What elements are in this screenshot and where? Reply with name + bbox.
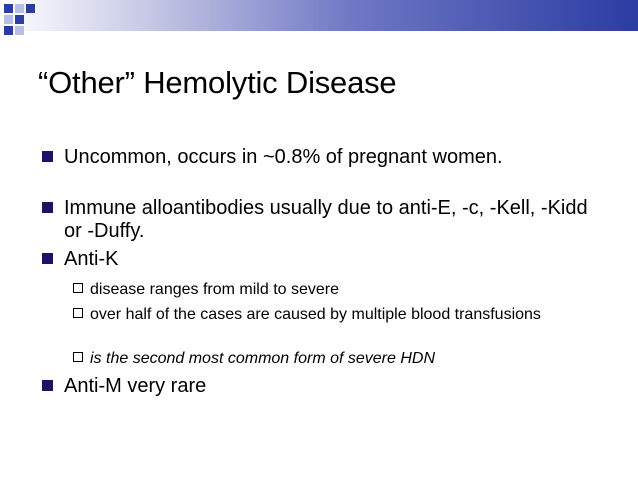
- square-bullet-icon: [42, 253, 53, 264]
- hollow-square-bullet-icon: [73, 352, 83, 362]
- bullet-text: Uncommon, occurs in ~0.8% of pregnant women.: [64, 146, 503, 168]
- bullet-text: Anti-K: [64, 248, 119, 270]
- slide-title: “Other” Hemolytic Disease: [38, 65, 397, 100]
- hollow-square-bullet-icon: [73, 308, 83, 318]
- bullet-text: Anti-M very rare: [64, 375, 207, 397]
- square-bullet-icon: [42, 202, 53, 213]
- sub-bullet-text: disease ranges from mild to severe: [90, 281, 339, 298]
- sub-bullet-text: is the second most common form of severe HDN: [90, 350, 436, 367]
- hollow-square-bullet-icon: [73, 283, 83, 293]
- bullet-text: Immune alloantibodies usually due to anti-E, -c, -Kell, -Kidd or -Duffy.: [64, 197, 588, 242]
- square-bullet-icon: [42, 151, 53, 162]
- sub-bullet-text: over half of the cases are caused by multiple blood transfusions: [90, 306, 541, 323]
- header-gradient-bar: [0, 0, 638, 31]
- square-bullet-icon: [42, 380, 53, 391]
